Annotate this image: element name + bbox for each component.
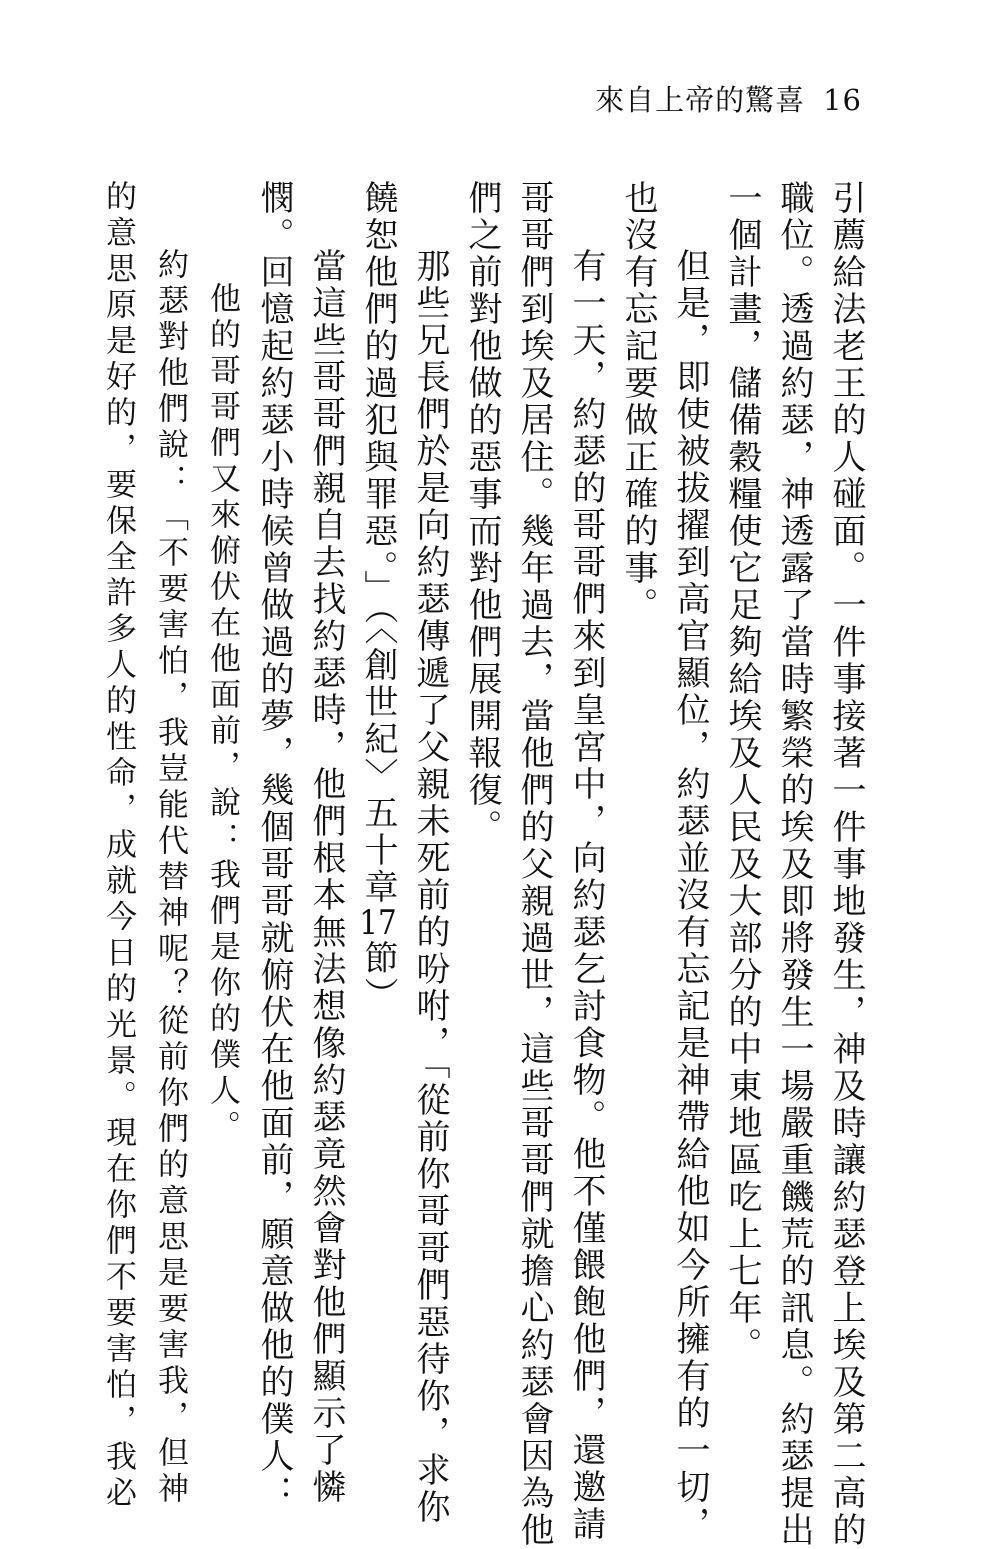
body-text xyxy=(92,180,872,1549)
page-number: 16 xyxy=(823,83,862,117)
text-line: 那些兄長們於是向約瑟傳遞了父親未死前的吩咐，「從前你哥哥們惡待你，求你 xyxy=(410,248,450,1526)
text-line-with-citation xyxy=(352,180,404,1360)
text-line: 但是，即使被拔擢到高官顯位，約瑟並沒有忘記是神帶給他如今所擁有的一切， xyxy=(670,248,710,1543)
running-header xyxy=(595,78,862,119)
scripture-quote-line: 他的哥哥們又來俯伏在他面前，說：我們是你的僕人。 xyxy=(204,282,240,1146)
text-line: 憫。回憶起約瑟小時候曾做過的夢，幾個哥哥就俯伏在他面前，願意做他的僕人： xyxy=(254,180,294,1512)
citation-end: 節） xyxy=(358,940,398,1014)
text-line: 們之前對他做的惡事而對他們展開報復。 xyxy=(462,180,502,846)
text-line: 職位。透過約瑟，神透露了當時繁榮的埃及即將發生一場嚴重饑荒的訊息。約瑟提出 xyxy=(774,180,814,1549)
scripture-quote-line: 的意思原是好的，要保全許多人的性命，成就今日的光景。現在你們不要害怕，我必 xyxy=(100,180,136,1512)
text-line: 當這些哥哥們親自去找約瑟時，他們根本無法想像約瑟竟然會對他們顯示了憐 xyxy=(306,248,346,1506)
text-line: 也沒有忘記要做正確的事。 xyxy=(618,180,658,624)
text-line: 有一天，約瑟的哥哥們來到皇宮中，向約瑟乞討食物。他不僅餵飽他們，還邀請 xyxy=(566,248,606,1543)
text-line: 引薦給法老王的人碰面。一件事接著一件事地發生，神及時讓約瑟登上埃及第二高的 xyxy=(826,180,866,1549)
book-title: 來自上帝的驚喜 xyxy=(595,83,806,117)
text-line: 哥哥們到埃及居住。幾年過去，當他們的父親過世，這些哥哥們就擔心約瑟會因為他 xyxy=(514,180,554,1549)
verse-number: 17 xyxy=(359,906,397,940)
citation-text: 饒恕他們的過犯與罪惡。」（〈創世紀〉五十章 xyxy=(358,180,398,906)
scripture-quote-line: 約瑟對他們說：「不要害怕，我豈能代替神呢？從前你們的意思是要害我，但神 xyxy=(152,248,188,1508)
text-line: 一個計畫，儲備穀糧使它足夠給埃及人民及大部分的中東地區吃上七年。 xyxy=(722,180,762,1364)
